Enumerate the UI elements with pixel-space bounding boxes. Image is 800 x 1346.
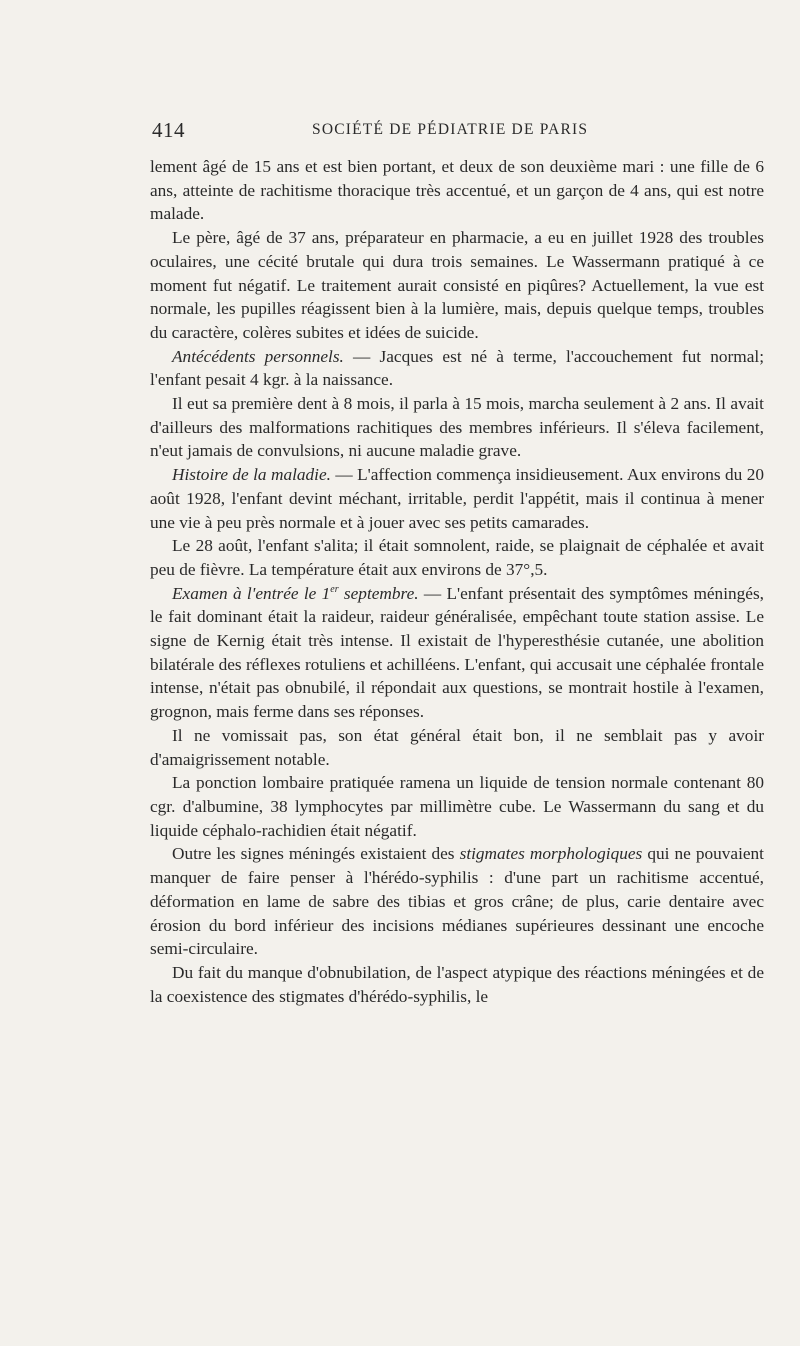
paragraph-stigmata bbox=[150, 842, 764, 961]
paragraph-text: Le 28 août, l'enfant s'alita; il était somnolent, raide, se plaignait de céphalée et avait peu de fièvre. La température était aux environs de 37°,5. bbox=[150, 536, 764, 579]
paragraph-text: — L'enfant présentait des symptômes méningés, le fait dominant était la raideur, raideur généralisée, empêchant toute station assise. Le signe de Kernig était très intense. Il existait de l'hyperesthésie cutanée, une abolition bilatérale des réflexes rotuliens et achilléens. L'enfant, qui accusait une céphalée frontale intense, n'était pas obnubilé, il répondait aux questions, se montrait hostile à l'examen, grognon, mais ferme dans ses réponses. bbox=[150, 583, 764, 722]
emphasis-stigmates: stigmates morphologiques bbox=[459, 844, 643, 864]
paragraph-general-state bbox=[150, 724, 764, 771]
body-text bbox=[150, 155, 764, 1008]
paragraph-onset bbox=[150, 534, 764, 581]
paragraph-text: qui ne pouvaient manquer de faire penser à l'hérédo-syphilis : d'une part un rachitisme accentué, déformation en lame de sabre des tibias et gros crâne; de plus, carie dentaire avec érosion du bord inférieur des incisions médianes supérieures dessinant une encoche semi-circulaire. bbox=[150, 844, 764, 959]
page-number: 414 bbox=[152, 118, 185, 142]
page-header bbox=[152, 118, 764, 144]
paragraph-text: Du fait du manque d'obnubilation, de l'aspect atypique des réactions méningées et de la coexistence des stigmates d'hérédo-syphilis, le bbox=[150, 962, 764, 1006]
paragraph-text-pre: Outre les signes méningés existaient des bbox=[172, 844, 460, 864]
lead-text-end: septembre. bbox=[338, 583, 419, 603]
paragraph-family bbox=[150, 155, 764, 226]
section-lead-histoire: Histoire de la maladie. bbox=[172, 465, 331, 485]
paragraph-father bbox=[150, 226, 764, 345]
paragraph-lumbar-puncture bbox=[150, 771, 764, 842]
paragraph-personal-history bbox=[150, 345, 764, 392]
paragraph-examination bbox=[150, 582, 764, 724]
paragraph-text: lement âgé de 15 ans et est bien portant, et deux de son deuxième mari : une fille de 6 ans, atteinte de rachitisme thoracique très accentué, et un garçon de 4 ans, qui est notre malade. bbox=[150, 157, 764, 224]
lead-text: Examen à l'entrée le 1 bbox=[172, 583, 331, 603]
paragraph-text: — Jacques est né à terme, l'accouchement fut normal; l'enfant pesait 4 kgr. à la naissance. bbox=[150, 346, 764, 390]
paragraph-text: — L'affection commença insidieusement. Aux environs du 20 août 1928, l'enfant devint méchant, irritable, perdit l'appétit, mais il continua à mener une vie à peu près normale et à jouer avec ses petits camarades. bbox=[150, 465, 765, 532]
section-lead-antecedents: Antécédents personnels. bbox=[172, 346, 344, 366]
paragraph-text: La ponction lombaire pratiquée ramena un liquide de tension normale contenant 80 cgr. d'albumine, 38 lymphocytes par millimètre cube. Le Wassermann du sang et du liquide céphalo-rachidien était négatif. bbox=[150, 773, 764, 840]
ordinal-superscript: er bbox=[330, 583, 339, 595]
paragraph-text: Il eut sa première dent à 8 mois, il parla à 15 mois, marcha seulement à 2 ans. Il avait d'ailleurs des malformations rachitiques des membres inférieurs. Il s'éleva facilement, n'eut jamais de convulsions, ni aucune maladie grave. bbox=[150, 394, 764, 461]
paragraph-development bbox=[150, 392, 764, 463]
paragraph-text: Il ne vomissait pas, son état général était bon, il ne semblait pas y avoir d'amaigrissement notable. bbox=[150, 725, 764, 769]
section-lead-examen bbox=[172, 584, 419, 603]
paragraph-conclusion bbox=[150, 961, 764, 1008]
running-head: SOCIÉTÉ DE PÉDIATRIE DE PARIS bbox=[312, 121, 589, 138]
paragraph-disease-history bbox=[150, 463, 764, 534]
paragraph-text: Le père, âgé de 37 ans, préparateur en pharmacie, a eu en juillet 1928 des troubles oculaires, une cécité brutale qui dura trois semaines. Le Wassermann pratiqué à ce moment fut négatif. Le traitement aurait consisté en piqûres? Actuellement, la vue est normale, les pupilles réagissent bien à la lumière, mais, depuis quelque temps, troubles du caractère, colères subites et idées de suicide. bbox=[150, 228, 764, 342]
